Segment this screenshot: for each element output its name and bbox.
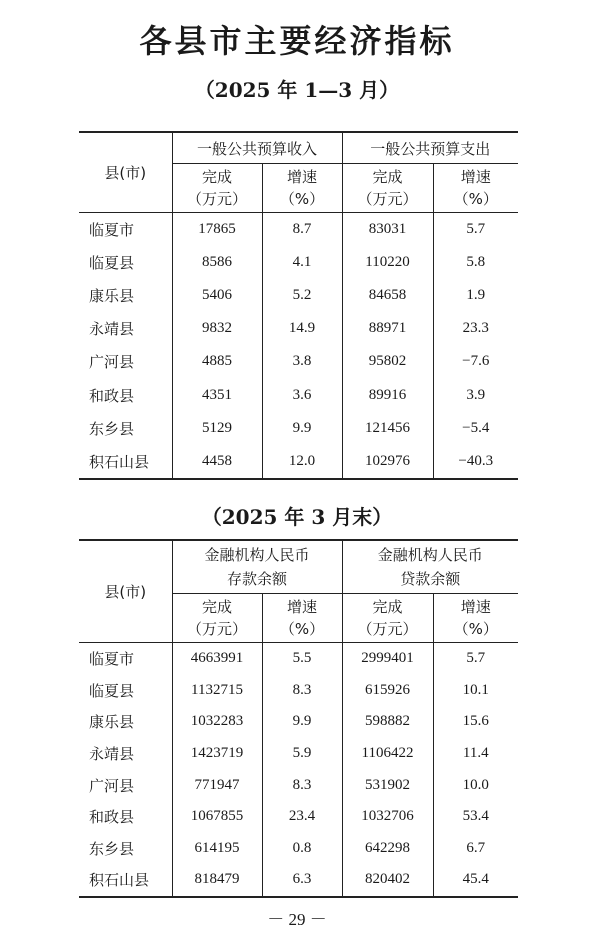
revenue-done-header: 完成 （万元） [172,164,262,213]
period-subtitle-2: （2025 年 3 月末） [201,505,393,529]
table-row: 广河县 771947 8.3 531902 10.0 [79,769,518,801]
table-row: 东乡县 5129 9.9 121456 −5.4 [79,412,518,445]
table-row: 广河县 4885 3.8 95802 −7.6 [79,345,518,378]
revenue-group-header: 一般公共预算收入 [172,132,342,164]
table-row: 和政县 1067855 23.4 1032706 53.4 [79,801,518,833]
table-row: 临夏市 4663991 5.5 2999401 5.7 [79,643,518,675]
finance-table [79,539,518,898]
expenditure-group-header: 一般公共预算支出 [342,132,518,164]
table-row: 积石山县 4458 12.0 102976 −40.3 [79,445,518,479]
revenue-rate-header: 增速 （%） [262,164,342,213]
loan-group-header: 金融机构人民币 贷款余额 [342,540,518,594]
page-number: － 29 － [267,910,327,929]
table-row: 和政县 4351 3.6 89916 3.9 [79,378,518,411]
table-row: 临夏县 1132715 8.3 615926 10.1 [79,675,518,707]
loan-rate-header: 增速 （%） [433,594,518,643]
page-title: 各县市主要经济指标 [139,22,455,60]
county-header: 县(市) [79,540,172,643]
loan-done-header: 完成 （万元） [342,594,433,643]
table-row: 临夏市 17865 8.7 83031 5.7 [79,213,518,247]
fiscal-table [79,131,518,480]
table-row: 康乐县 5406 5.2 84658 1.9 [79,279,518,312]
table-row: 永靖县 1423719 5.9 1106422 11.4 [79,738,518,770]
table-row: 康乐县 1032283 9.9 598882 15.6 [79,706,518,738]
expenditure-rate-header: 增速 （%） [433,164,518,213]
table-row: 永靖县 9832 14.9 88971 23.3 [79,312,518,345]
table-row: 积石山县 818479 6.3 820402 45.4 [79,864,518,897]
deposit-group-header: 金融机构人民币 存款余额 [172,540,342,594]
period-subtitle-1: （2025 年 1—3 月） [194,78,400,102]
table-row: 东乡县 614195 0.8 642298 6.7 [79,833,518,865]
deposit-done-header: 完成 （万元） [172,594,262,643]
expenditure-done-header: 完成 （万元） [342,164,433,213]
deposit-rate-header: 增速 （%） [262,594,342,643]
table-row: 临夏县 8586 4.1 110220 5.8 [79,246,518,279]
county-header: 县(市) [79,132,172,213]
